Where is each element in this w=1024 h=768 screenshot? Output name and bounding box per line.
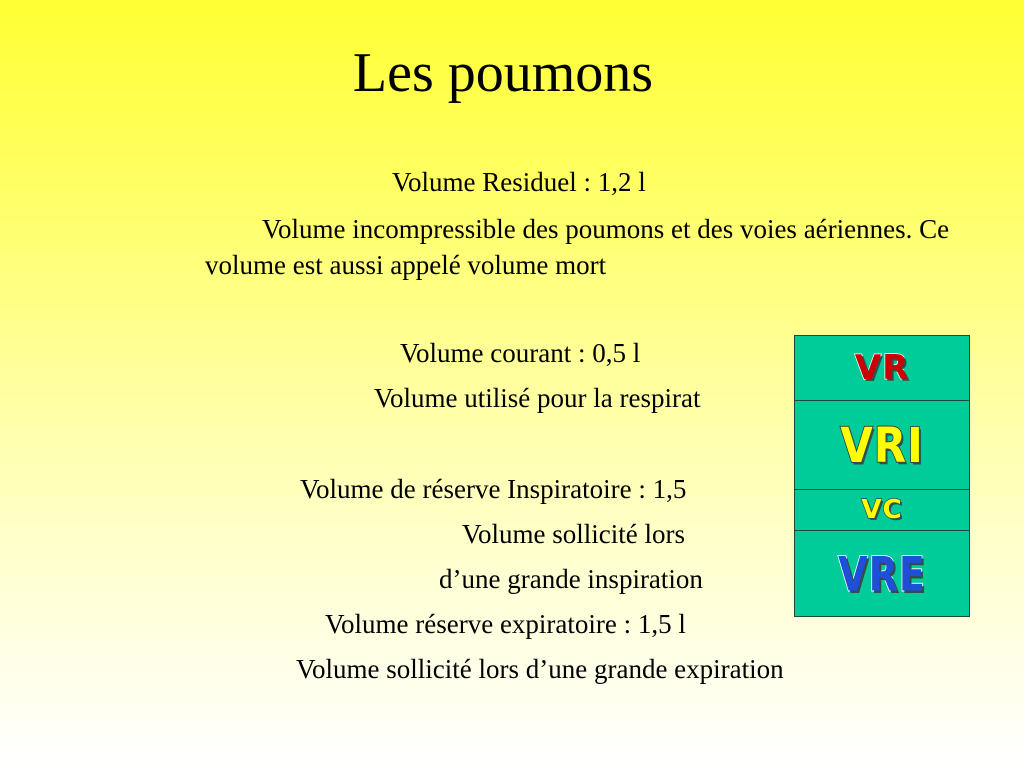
volume-courant-description: Volume utilisé pour la respirat bbox=[374, 383, 701, 413]
volume-reserve-expiratoire-heading: Volume réserve expiratoire : 1,5 l bbox=[325, 609, 686, 639]
diagram-segment-vri bbox=[795, 401, 969, 490]
lung-volumes-diagram bbox=[794, 335, 970, 617]
diagram-label-vc: VC bbox=[861, 495, 903, 525]
volume-residuel-description: Volume incompressible des poumons et des voies aériennes. Ce volume est aussi appelé volume mort bbox=[205, 214, 950, 280]
volume-reserve-inspiratoire-description-line2: d’une grande inspiration bbox=[439, 564, 703, 594]
diagram-label-vri: VRI bbox=[840, 416, 924, 474]
volume-reserve-inspiratoire-description-line1: Volume sollicité lors bbox=[462, 519, 685, 549]
diagram-label-vr: VR bbox=[854, 348, 910, 388]
diagram-segment-vre bbox=[795, 531, 969, 616]
volume-reserve-expiratoire-description: Volume sollicité lors d’une grande expiration bbox=[296, 654, 784, 684]
volume-residuel-heading: Volume Residuel : 1,2 l bbox=[392, 167, 646, 197]
diagram-segment-vr bbox=[795, 336, 969, 401]
slide-title: Les poumons bbox=[352, 42, 654, 104]
diagram-segment-vc bbox=[795, 490, 969, 531]
volume-courant-heading: Volume courant : 0,5 l bbox=[400, 338, 641, 368]
volume-reserve-inspiratoire-heading: Volume de réserve Inspiratoire : 1,5 bbox=[300, 474, 687, 504]
diagram-label-vre: VRE bbox=[838, 546, 926, 601]
